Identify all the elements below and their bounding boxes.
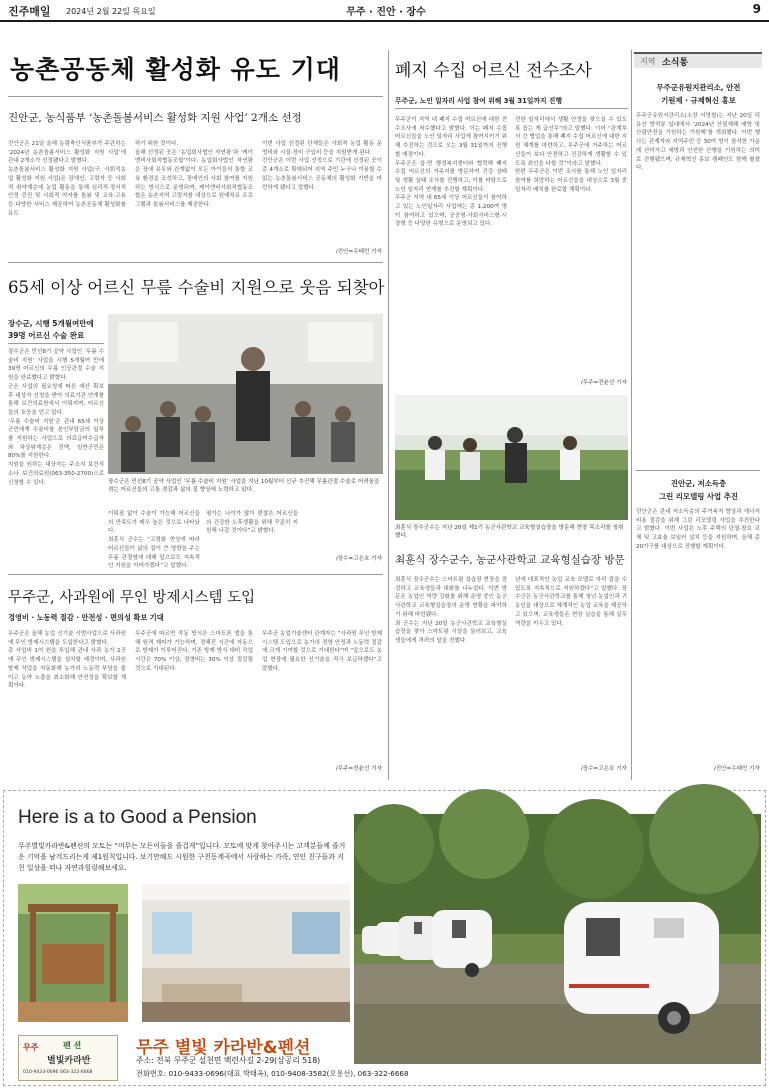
caravan-interior-image	[142, 884, 350, 1022]
garden-headline: 최훈식 장수군수, 농군사관학교 교육형실습장 방문	[395, 554, 625, 566]
ad-gazebo-photo	[18, 884, 128, 1022]
paper-name: 진주매일	[8, 5, 51, 18]
section-title: 무주 · 진안 · 장수	[346, 7, 426, 18]
seniors-column-2: 이뤄짐 없이 수술이 가능해 어르신들의 만족도가 매우 높은 것으로 나타났다. 최훈식 군수는 “고령화 현상에 따라 어르신들이 삶의 질이 큰 영향을 주는 무릎 관절염에 대해 앞으로도 지속적인 지원을 이어가겠다”고 말했다.	[108, 511, 200, 570]
lead-headline: 농촌공동체 활성화 유도 기대	[10, 55, 341, 84]
lead-column-3: 이번 사업 선정된 단체들은 사회적 농업 활동 운영비와 시설·장비 구입비 등을 지원받게 된다. 진안군은 이번 사업 선정으로 기관에 선정된 곳이 총 4개소로 확대되어 지역 주민 누구나 이용할 수 있는 농촌돌봄서비스 공동체의 활성화 기반을 마련하게 됐다고 말했다.	[262, 141, 382, 191]
seniors-caption: 장수군은 민선8기 공약 사업인 ‘무릎 수술비 지원’ 사업을 지난 10월부터 신규 추진해 무릎관절 수술로 어려움을 겪는 어르신들의 고통 경감과 삶의 질 향상에 노력하고 있다.	[108, 479, 380, 493]
logo-line-2: 펜 션	[63, 1041, 82, 1050]
divider	[8, 343, 104, 344]
ad-caravan-photo	[354, 814, 761, 1064]
gazebo-photo-image	[18, 884, 128, 1022]
ceremony-photo-image	[108, 314, 383, 474]
divider	[636, 470, 760, 471]
garden-credit: /장수=고은호 기자	[580, 766, 627, 772]
sidebar-story2-head1: 진안군, 저소득층	[670, 479, 727, 488]
garden-caption: 최훈식 장수군수는 지난 20일 제1기 농군사관학교 교육형실습장을 방문해 현장 목소리를 청취했다.	[395, 525, 624, 539]
sidebar-story1-head1: 무주군유원지관리소, 안전	[656, 83, 741, 92]
logo-line-1: 무주	[23, 1043, 39, 1052]
lead-subhead: 진안군, 농식품부 ‘농촌돌봄서비스 활성화 지원 사업’ 2개소 선정	[8, 112, 302, 124]
ad-address: 주소: 전북 무주군 설천면 백련사길 2-29(삼공리 518)	[136, 1056, 321, 1065]
sidebar-divider	[631, 50, 632, 780]
garden-column-1: 최훈식 장수군수는 스마트팜 실습장 현장을 점검하고 교육생들과 대화를 나누었다. 이번 방문은 농업인 역량 강화를 위해 운영 중인 농군사관학교 교육형실습장의 운영 현황을 파악하기 위해 마련됐다. 최 군수는 지난 20일 농군사관학교 교육형실습장을 찾아 스마트팜 시설을 둘러보고, 교육생들에게 격려의 말을 전했다.	[395, 577, 507, 644]
sidebar-story2-head2: 그린 리모델링 사업 추진	[658, 492, 739, 501]
sidebar-tag-title: 소식통	[662, 58, 689, 68]
sidebar-story2-credit: /진안=우태민 기자	[713, 766, 760, 772]
issue-date: 2024년 2월 22일 목요일	[66, 7, 156, 16]
column-divider	[388, 50, 389, 780]
orchard-subhead: 경영비 · 노동력 절감 · 안전성 · 편의성 확보 기대	[8, 613, 164, 622]
logo-line-3: 별빛카라반	[47, 1056, 91, 1066]
orchard-column-1: 무주군은 올해 농업 신기술 시범사업으로 사과원에 무인 방제시스템을 도입한다고 밝혔다. 총 사업비 1억 원을 투입해 관내 사과 농가 2곳에 무인 방제시스템을 설치할 예정이며, 사과원 방제 작업을 자동화해 농가의 노동력 부담을 줄이고 농약 노출을 최소화해 안전성을 확보할 계획이다.	[8, 631, 126, 690]
seniors-credit: /장수=고은호 기자	[335, 556, 382, 562]
ad-business-name: 무주 별빛 카라반&펜션	[136, 1038, 311, 1058]
seniors-photo	[108, 314, 383, 474]
seniors-subhead-1: 장수군, 시행 5개월여만에	[8, 319, 94, 328]
seniors-column-3: 평가는 나이가 많이 편찮은 어르신들의 건강한 노후생활을 위해 꾸준히 지원해 나갈 것이다”고 밝혔다.	[206, 511, 298, 535]
sidebar-tag	[634, 52, 762, 68]
orchard-column-3: 무주군 농업기술센터 관계자는 “사과원 무인 방제시스템 도입으로 농가의 경영 안정과 노동력 절감에 크게 기여할 것으로 기대한다”며 “앞으로도 농업 현장에 필요한 신기술을 적극 보급하겠다”고 말했다.	[262, 631, 384, 672]
sidebar-tag-label: 지역	[640, 57, 656, 66]
ad-intro: 무주별빛카라반&펜션의 모토는 “머무는 모든이들을 즐겁게”입니다. 모토에 맞게 찾아주시는 고객분들께 즐거운 기억을 남겨드리는게 제1원칙입니다. 보기만해도 시원한 구천동계곡에서 사랑하는 가족, 연인 친구들과 지친 일상을 떠나 자연과힐링해보세요.	[18, 842, 346, 872]
waste-column-1: 무주군이 지역 내 폐지 수집 어르신에 대한 전수조사에 착수했다고 밝혔다. 이는 폐지 수집 어르신들을 노인 일자리 사업에 참여시키기 위해 추진하는 것으로 오는 3월 31일까지 진행할 예정이다. 무주군은 읍·면 행정복지센터와 협력해 폐지 수집 어르신의 거주지를 방문하여 건강 상태 및 생활 실태 조사를 진행하고, 이를 바탕으로 노인 일자리 연계를 추진할 계획이다. 무주군 지역 내 65세 이상 어르신들이 참여하고 있는 노인일자리 사업에는 총 1,200여 명이 참여하고 있으며, 공공형·사회서비스형·시장형 등 다양한 유형으로 운영되고 있다.	[395, 117, 507, 228]
sidebar-story1-head2: 기원제 · 규제혁신 홍보	[661, 96, 736, 105]
seniors-column-1: 장수군은 민선8기 공약 사업인 ‘무릎 수술비 지원’ 사업을 시행 5개월여 만에 39명 어르신의 무릎 인공관절 수술 지원을 완료했다고 밝혔다. 군은 사업의 필요성에 따른 예산 확보 후 대상자 신청을 받아 의료기관 연계를 통해 보건의료원에서 이뤄지며, 어르신들의 호응을 얻고 있다. ‘무릎 수술비 지원’은 관내 65세 이상 군민에게 수술비를 본인부담금의 일부를 지원하는 사업으로 의료급여수급자와 차상위계층은 전액, 일반군민은 80%를 지원한다. 지원을 원하는 대상자는 주소지 보건지소나 보건의료원(063-350-2700)으로 신청할 수 있다.	[8, 349, 104, 486]
ad-slogan: Here is a to Good a Pension	[18, 807, 257, 828]
ad-phone: 전화번호: 010-9433-0696(대표 박태옥), 010-9408-3582(오용선), 063-322-6668	[136, 1069, 409, 1078]
divider	[395, 108, 628, 109]
waste-column-2: 전한 일자리에서 생활 안정을 찾으실 수 있도록 돕는 게 급선무”라고 말했다. 이어 “관계부서 간 협업을 통해 폐지 수집 어르신에 대한 지원 체계를 마련하고, 무주군에 거주하는 어르신들이 보다 안전하고 건강하게 생활할 수 있도록 최선을 다할 것”이라고 말했다. 한편 무주군은 이번 조사를 통해 노인 일자리 참여를 희망하는 어르신들을 대상으로 3월 중 일자리 배치를 완료할 계획이다.	[515, 117, 627, 193]
page-header	[0, 0, 769, 22]
orchard-credit: /무주=전윤선 기자	[335, 766, 382, 772]
lead-column-2: 하기 위한 것이다. 올해 선정된 곳은 ‘농업회사법인 자연팜’과 ‘케이엔비사회적협동조합’이다. 농업회사법인 자연팜은 장애 유무와 관계없이 모든 아이들의 통합 교육 환경을 조성하고, 장애인의 사회 참여를 지원하는 방식으로 운영되며, 케이엔비사회적협동조합은 농촌지역 고령자를 대상으로 원예치유 프로그램과 돌봄서비스를 제공한다.	[135, 141, 253, 208]
seniors-subhead-2: 39명 어르신 수술 완료	[8, 331, 85, 340]
sidebar-story1-body: 무주군유원지관리소(소장 서영철)는 지난 20일 덕유산 향적봉 일대에서 ‘2024년 산림재해 예방 및 산림안전을 기원하는 기원제’를 개최했다. 이번 행사는 관계자와 지역주민 등 30여 명이 참석한 가운데 산악사고 예방과 안전한 산행을 기원하는 의미로 진행됐으며, 규제혁신 홍보 캠페인도 함께 펼쳤다.	[636, 113, 762, 172]
greenhouse-photo-image	[395, 395, 628, 520]
orchard-column-2: 무주군에 따르면 작동 방식은 스마트폰 앱을 통해 원격 제어가 가능하며, 정해진 시간에 자동으로 방제가 이루어진다. 기존 방제 방식 대비 작업 시간은 70% 이상, 경영비는 30% 이상 절감될 것으로 기대된다.	[135, 631, 255, 672]
sidebar-story2-body: 진안군은 관내 저소득층의 주거복지 향상과 에너지 비용 절감을 위해 그린 리모델링 사업을 추진한다고 밝혔다. 이번 사업은 노후 주택의 단열·창호 교체 및 고효율 보일러 설치 등을 지원하며, 올해 총 20가구를 대상으로 진행할 계획이다.	[636, 509, 762, 550]
waste-subhead: 무주군, 노인 일자리 사업 참여 위해 3월 31일까지 진행	[395, 97, 563, 105]
lead-column-1: 진안군은 21일 올해 농림축산식품부가 주관하는 ‘2024년 농촌돌봄서비스 활성화 지원 사업’에 관내 2개소가 선정됐다고 밝혔다. 농촌돌봄서비스 활성화 지원 사업(구. 사회적농업 활성화 지원 사업)은 장애인, 고령자 등 사회적 취약계층에 농업 활동을 통해 심리적·정서적 안정 증진 및 사회적 약자를 돌봄 및 교육·고용 등 다양한 서비스 제공하여 농촌공동체 활성화를 유도	[8, 141, 126, 217]
divider	[8, 96, 383, 97]
divider	[8, 574, 383, 575]
logo-phone: 010-9433-0696 063-322-6668	[23, 1070, 93, 1075]
pension-advertisement	[3, 790, 766, 1086]
caravan-park-image	[354, 814, 761, 1064]
ad-logo	[18, 1035, 118, 1081]
lead-credit: /진안=우태민 기자	[335, 249, 382, 255]
seniors-headline: 65세 이상 어르신 무릎 수술비 지원으로 웃음 되찾아	[8, 278, 385, 297]
garden-photo	[395, 395, 628, 520]
divider	[8, 262, 383, 263]
ad-interior-photo	[142, 884, 350, 1022]
page-number: 9	[752, 2, 761, 16]
waste-headline: 폐지 수집 어르신 전수조사	[395, 61, 592, 81]
waste-credit: /무주=전윤선 기자	[580, 380, 627, 386]
garden-column-2: 년에 대표적인 농업 교육 모델로 자리 잡을 수 있도록 지속적으로 지원하겠다”고 말했다. 장수군은 농군사관학교를 통해 청년 농업인과 귀농인을 대상으로 체계적인 농업 교육을 제공하고 있으며, 교육생들은 현장 실습을 통해 실무 역량을 키우고 있다.	[515, 577, 629, 627]
orchard-headline: 무주군, 사과원에 무인 방제시스템 도입	[8, 590, 256, 606]
